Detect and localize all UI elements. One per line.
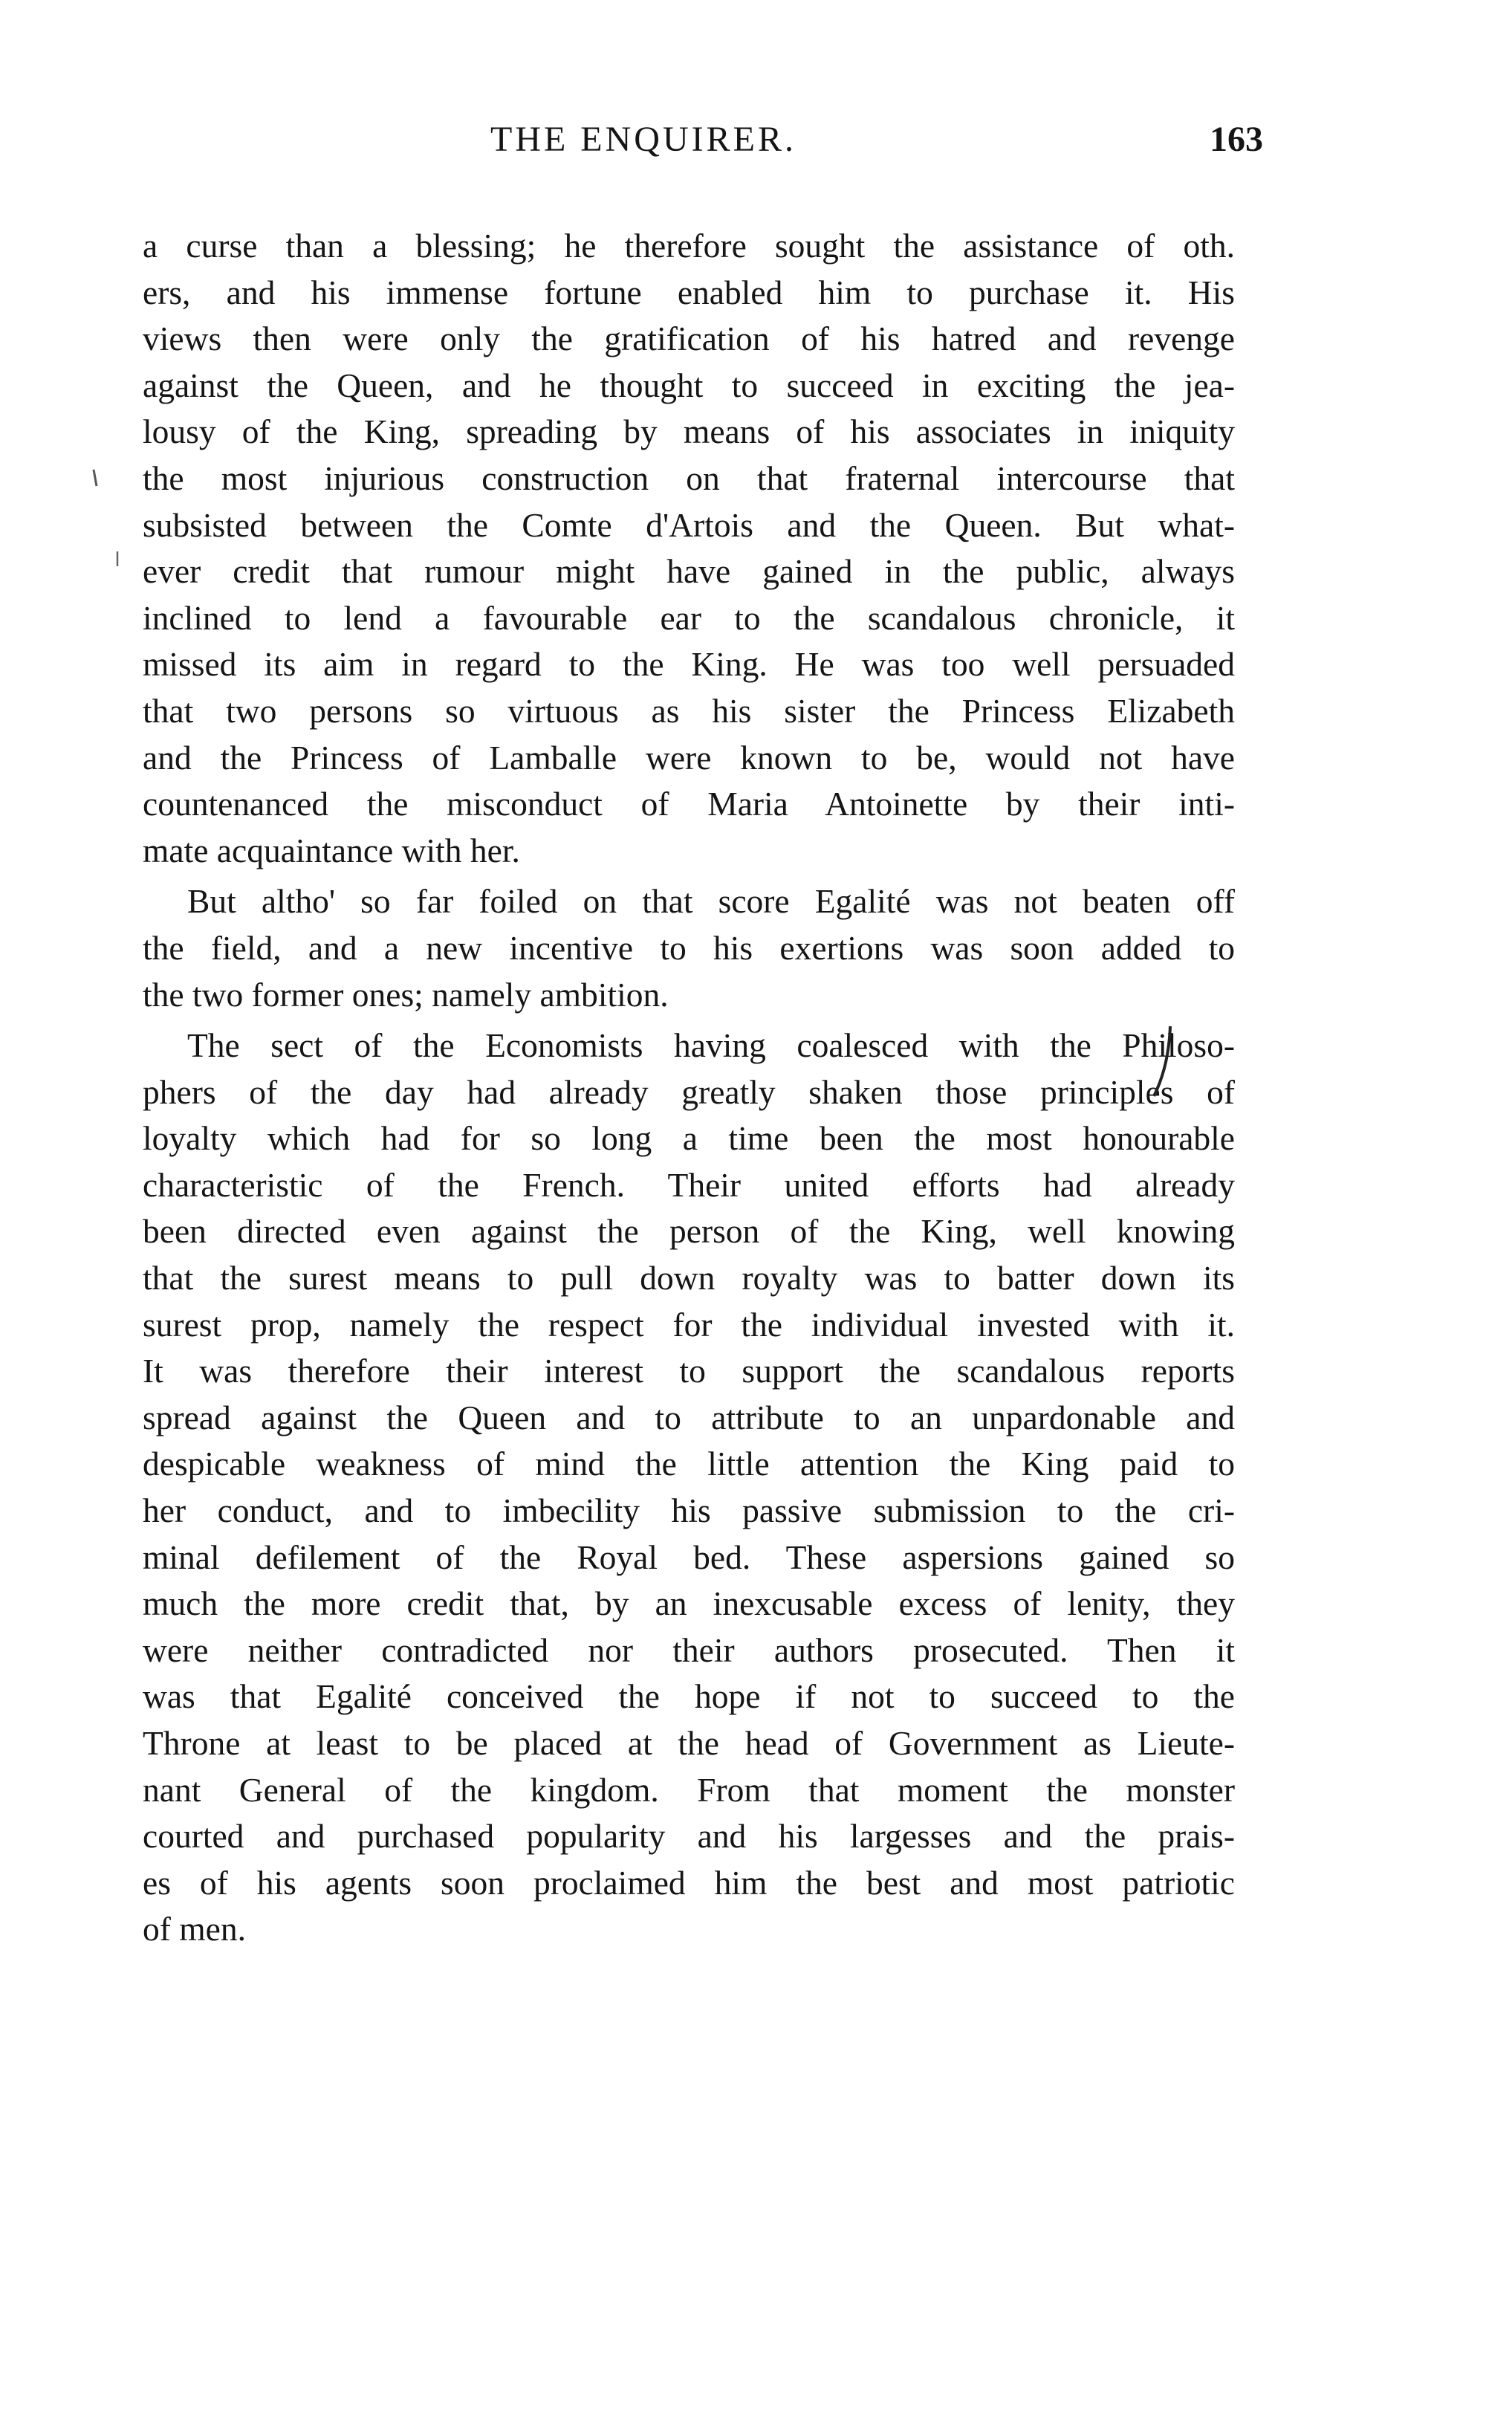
text-line: against the Queen, and he thought to succeed in exciting the jea- — [143, 366, 1235, 404]
text-line: that two persons so virtuous as his sister the Princess Elizabeth — [143, 691, 1235, 730]
text-line: that the surest means to pull down royalty was to batter down its — [143, 1259, 1235, 1298]
text-line: were neither contradicted nor their authors prosecuted. Then it — [143, 1630, 1235, 1669]
text-line: spread against the Queen and to attribute to an unpardonable and — [143, 1398, 1235, 1436]
text-line: subsisted between the Comte d'Artois and the Queen. But what- — [143, 505, 1235, 544]
text-line: nant General of the kingdom. From that moment the monster — [143, 1770, 1235, 1809]
text-line: phers of the day had already greatly shaken those principles of — [143, 1072, 1235, 1111]
text-line: characteristic of the French. Their united efforts had already — [143, 1165, 1235, 1204]
text-line: missed its aim in regard to the King. He was too well persuaded — [143, 645, 1235, 684]
text-line: countenanced the misconduct of Maria Antoinette by their inti- — [143, 785, 1235, 823]
text-line: courted and purchased popularity and his largesses and the prais- — [143, 1817, 1235, 1856]
paragraph-2 — [143, 878, 1235, 1018]
page-number: 163 — [1210, 120, 1263, 159]
text-line: inclined to lend a favourable ear to the scandalous chronicle, it — [143, 598, 1235, 637]
text-line: views then were only the gratification of his hatred and revenge — [143, 320, 1235, 358]
text-line: The sect of the Economists having coalesced with the Philoso- — [187, 1026, 1235, 1065]
paragraph-3 — [143, 1023, 1235, 1953]
margin-tick-mark — [111, 548, 123, 571]
running-head: THE ENQUIRER. — [490, 120, 796, 159]
text-line: mate acquaintance with her. — [143, 831, 520, 869]
text-line: It was therefore their interest to support the scandalous reports — [143, 1352, 1235, 1390]
text-line: loyalty which had for so long a time been the most honourable — [143, 1119, 1235, 1158]
text-line: the two former ones; namely ambition. — [143, 975, 669, 1014]
text-line: the most injurious construction on that fraternal intercourse that — [143, 459, 1235, 497]
text-line: ers, and his immense fortune enabled him to purchase it. His — [143, 273, 1235, 311]
text-line: her conduct, and to imbecility his passive submission to the cri- — [143, 1491, 1235, 1530]
margin-tick-mark — [88, 467, 103, 489]
text-line: was that Egalité conceived the hope if not to succeed to the — [143, 1677, 1235, 1716]
text-line: But altho' so far foiled on that score Egalité was not beaten off — [187, 882, 1235, 921]
text-line: a curse than a blessing; he therefore sought the assistance of oth. — [143, 227, 1235, 265]
text-line: the field, and a new incentive to his exertions was soon added to — [143, 928, 1235, 967]
text-line: lousy of the King, spreading by means of his associates in iniquity — [143, 412, 1235, 451]
paragraph-1 — [143, 223, 1235, 874]
text-line: Throne at least to be placed at the head of Government as Lieute- — [143, 1724, 1235, 1762]
pen-stroke-mark — [1148, 1022, 1178, 1104]
text-line: of men. — [143, 1910, 246, 1948]
text-line: es of his agents soon proclaimed him the best and most patriotic — [143, 1863, 1235, 1902]
text-line: minal defilement of the Royal bed. These aspersions gained so — [143, 1538, 1235, 1576]
body-text — [143, 223, 1235, 1953]
text-line: despicable weakness of mind the little attention the King paid to — [143, 1445, 1235, 1483]
text-line: surest prop, namely the respect for the individual invested with it. — [143, 1305, 1235, 1344]
text-line: ever credit that rumour might have gained in the public, always — [143, 552, 1235, 591]
text-line: been directed even against the person of the King, well knowing — [143, 1212, 1235, 1251]
text-line: and the Princess of Lamballe were known to be, would not have — [143, 738, 1235, 777]
text-line: much the more credit that, by an inexcusable excess of lenity, they — [143, 1584, 1235, 1623]
page-header — [490, 119, 1263, 163]
